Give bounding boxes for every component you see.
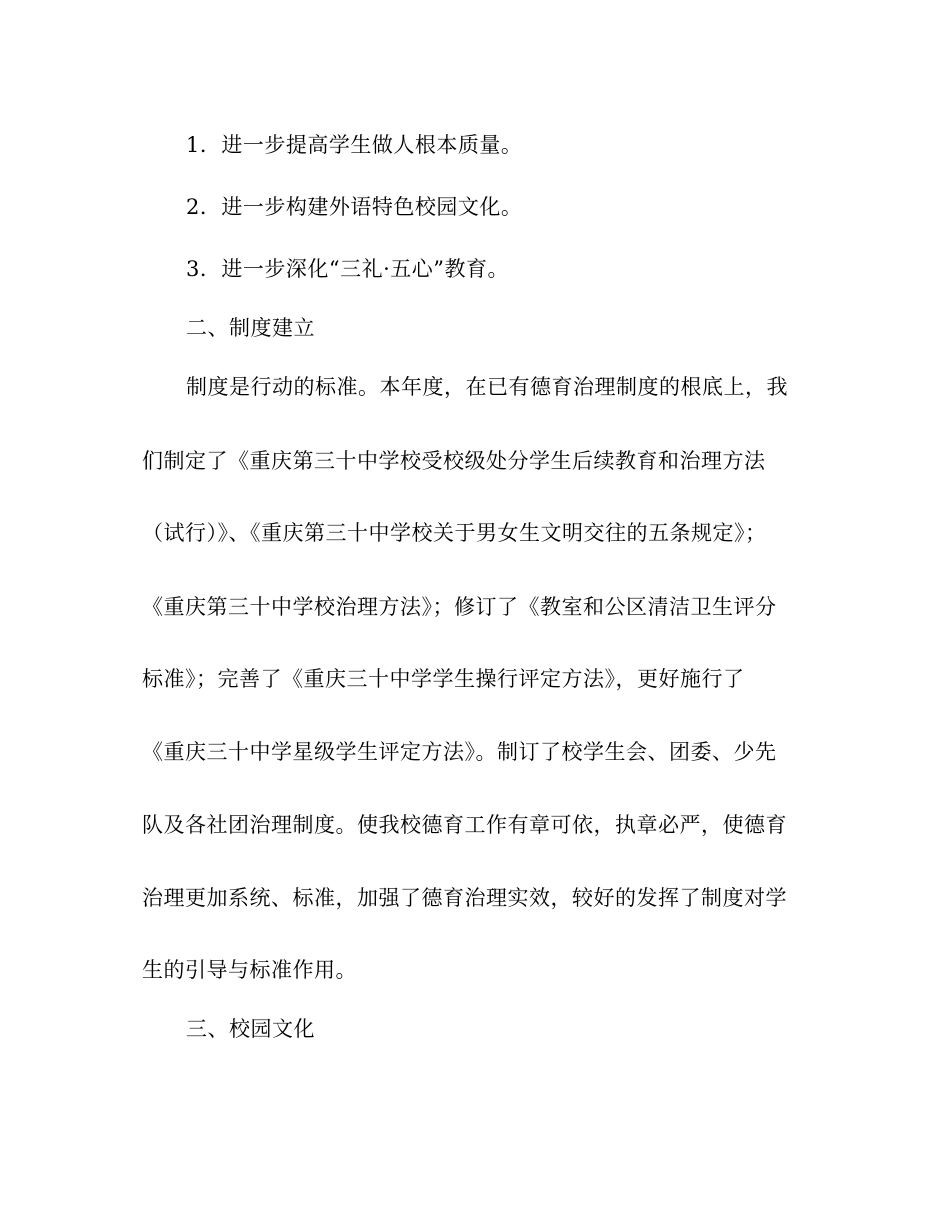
list-item-1: 1．进一步提高学生做人根本质量。: [186, 133, 523, 157]
section-heading-3: 三、校园文化: [186, 1017, 315, 1041]
paragraph-line: （试行）》、《重庆第三十中学校关于男女生文明交往的五条规定》；: [142, 521, 767, 545]
paragraph-line: 队及各社团治理制度。使我校德育工作有章可依，执章必严，使德育: [142, 813, 787, 837]
paragraph-line: 标准》；完善了《重庆三十中学学生操行评定方法》，更好施行了: [142, 667, 745, 691]
paragraph-line: 制度是行动的标准。本年度，在已有德育治理制度的根底上，我: [186, 375, 788, 399]
paragraph-line: 治理更加系统、标准，加强了德育治理实效，较好的发挥了制度对学: [142, 886, 787, 910]
paragraph-line: 生的引导与标准作用。: [142, 958, 357, 982]
list-item-3: 3．进一步深化“三礼·五心”教育。: [186, 257, 510, 281]
paragraph-line: 《重庆三十中学星级学生评定方法》。制订了校学生会、团委、少先: [142, 740, 777, 764]
list-item-2: 2．进一步构建外语特色校园文化。: [186, 195, 523, 219]
section-heading-2: 二、制度建立: [186, 316, 315, 340]
paragraph-line: 《重庆第三十中学校治理方法》；修订了《教室和公区清洁卫生评分: [142, 595, 777, 619]
paragraph-line: 们制定了《重庆第三十中学校受校级处分学生后续教育和治理方法: [142, 449, 766, 473]
